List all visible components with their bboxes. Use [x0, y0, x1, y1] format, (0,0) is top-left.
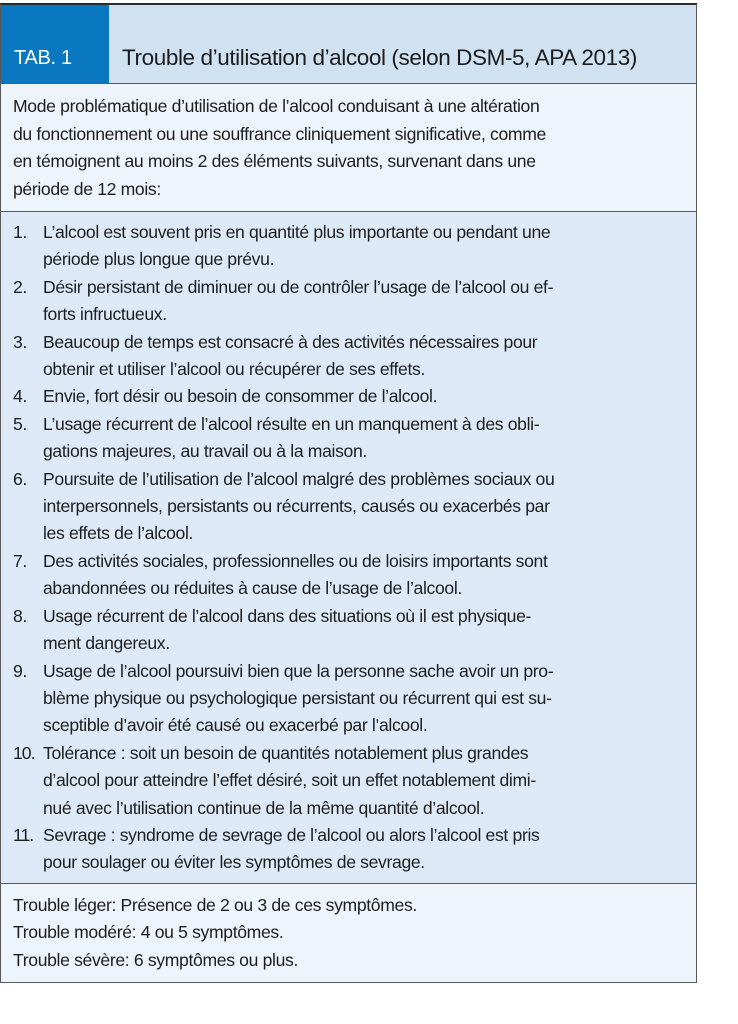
- criterion-line: interpersonnels, persistants ou récurrents, causés ou exacerbés par: [43, 496, 550, 517]
- criterion-text: [43, 740, 536, 822]
- criterion-line: forts infructueux.: [43, 304, 167, 325]
- intro-line: Mode problématique d’utilisation de l’alcool conduisant à une altération: [13, 96, 540, 116]
- criterion-line: les effets de l’alcool.: [43, 523, 194, 544]
- criterion-item: [13, 658, 686, 740]
- criterion-line: blème physique ou psychologique persistant ou récurrent qui est su-: [43, 687, 552, 708]
- criterion-text: [43, 411, 539, 466]
- criterion-line: obtenir et utiliser l’alcool ou récupérer de ses effets.: [43, 359, 426, 380]
- criterion-text: [43, 274, 553, 329]
- criterion-item: [13, 329, 686, 384]
- criterion-number: 10.: [13, 742, 35, 763]
- criterion-line: Poursuite de l’utilisation de l’alcool malgré des problèmes sociaux ou: [43, 468, 555, 489]
- criterion-text: [43, 383, 437, 410]
- criterion-text: [43, 548, 548, 603]
- criterion-line: ment dangereux.: [43, 633, 170, 654]
- intro-line: période de 12 mois:: [13, 178, 161, 199]
- criterion-number: 5.: [13, 413, 27, 434]
- criterion-line: Envie, fort désir ou besoin de consommer de l’alcool.: [43, 386, 438, 407]
- criterion-item: [13, 466, 686, 548]
- criterion-number: 8.: [13, 605, 27, 626]
- criterion-number: 11.: [13, 824, 34, 845]
- severity-severe: Trouble sévère: 6 symptômes ou plus.: [13, 949, 298, 970]
- criterion-line: Usage récurrent de l’alcool dans des situations où il est physique-: [43, 605, 532, 626]
- criterion-line: Beaucoup de temps est consacré à des activités nécessaires pour: [43, 331, 538, 352]
- criteria-list: [1, 212, 696, 884]
- criterion-line: nué avec l’utilisation continue de la même quantité d’alcool.: [43, 797, 485, 818]
- dsm5-table: [0, 3, 697, 983]
- criterion-line: pour soulager ou éviter les symptômes de sevrage.: [43, 852, 425, 873]
- criterion-line: Usage de l’alcool poursuivi bien que la personne sache avoir un pro-: [43, 660, 554, 681]
- table-number-label: TAB. 1: [1, 5, 109, 83]
- criterion-line: Désir persistant de diminuer ou de contrôler l’usage de l’alcool ou ef-: [43, 276, 554, 297]
- criterion-number: 4.: [13, 386, 27, 407]
- criterion-item: [13, 411, 686, 466]
- criterion-line: gations majeures, au travail ou à la maison.: [43, 441, 367, 462]
- table-title: Trouble d’utilisation d’alcool (selon DSM-5, APA 2013): [122, 45, 637, 70]
- criterion-number: 2.: [13, 276, 27, 297]
- criterion-line: abandonnées ou réduites à cause de l’usage de l’alcool.: [43, 578, 462, 599]
- criterion-line: L’usage récurrent de l’alcool résulte en un manquement à des obli-: [43, 413, 540, 434]
- criterion-item: [13, 219, 686, 274]
- criterion-item: [13, 603, 686, 658]
- criterion-line: d’alcool pour atteindre l’effet désiré, soit un effet notablement dimi-: [43, 770, 536, 791]
- criterion-line: Sevrage : syndrome de sevrage de l’alcool ou alors l’alcool est pris: [43, 824, 540, 845]
- criterion-number: 3.: [13, 331, 27, 352]
- criterion-number: 6.: [13, 468, 27, 489]
- criterion-text: [43, 658, 553, 740]
- criterion-line: sceptible d’avoir été causé ou exacerbé par l’alcool.: [43, 715, 428, 736]
- severity-mild: Trouble léger: Présence de 2 ou 3 de ces symptômes.: [13, 894, 417, 915]
- criterion-text: [43, 466, 554, 548]
- table-header: [1, 5, 696, 84]
- criterion-item: [13, 548, 686, 603]
- severity-section: [1, 884, 696, 983]
- criterion-text: [43, 219, 550, 274]
- criterion-text: [43, 822, 539, 877]
- criterion-text: [43, 603, 531, 658]
- severity-moderate: Trouble modéré: 4 ou 5 symptômes.: [13, 922, 284, 943]
- criterion-number: 7.: [13, 550, 27, 571]
- criterion-line: période plus longue que prévu.: [43, 249, 275, 270]
- intro-line: en témoignent au moins 2 des éléments suivants, survenant dans une: [13, 151, 536, 171]
- criterion-item: [13, 740, 686, 822]
- criterion-item: [13, 822, 686, 877]
- criterion-line: L’alcool est souvent pris en quantité plus importante ou pendant une: [43, 222, 551, 242]
- intro-paragraph: [1, 84, 696, 212]
- criterion-text: [43, 329, 537, 384]
- criterion-item: [13, 274, 686, 329]
- criterion-line: Tolérance : soit un besoin de quantités notablement plus grandes: [43, 742, 529, 763]
- criterion-number: 9.: [13, 660, 27, 681]
- criterion-number: 1.: [13, 222, 27, 242]
- intro-line: du fonctionnement ou une souffrance cliniquement significative, comme: [13, 123, 546, 144]
- criterion-line: Des activités sociales, professionnelles ou de loisirs importants sont: [43, 550, 548, 571]
- criterion-item: [13, 383, 686, 410]
